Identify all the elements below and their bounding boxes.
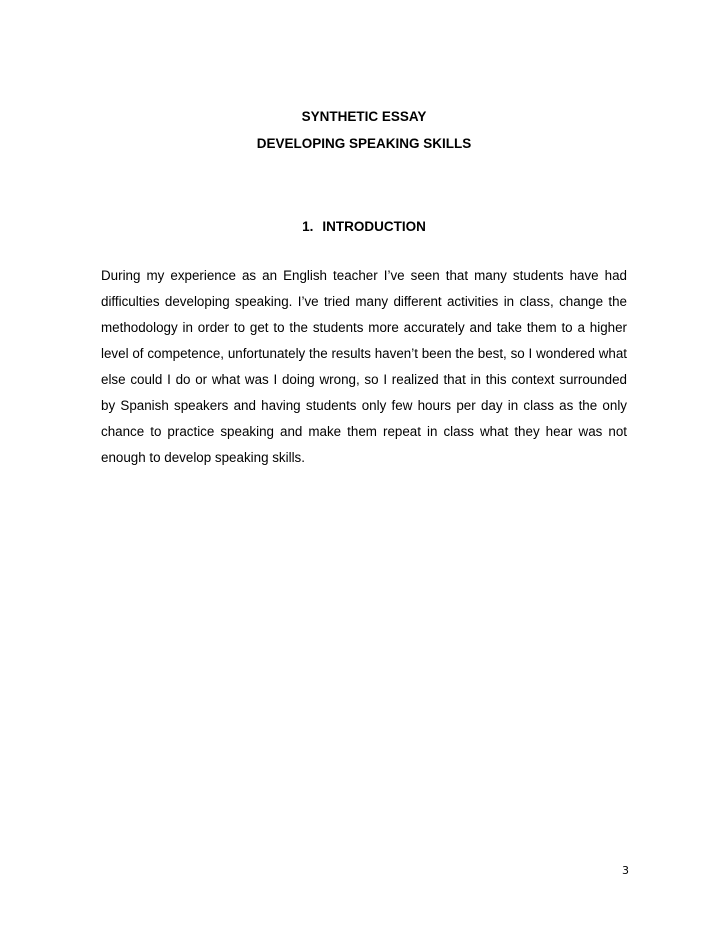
essay-title: SYNTHETIC ESSAY — [301, 109, 427, 124]
section-heading — [0, 219, 728, 235]
page-number: 3 — [622, 864, 629, 877]
essay-subtitle: DEVELOPING SPEAKING SKILLS — [256, 136, 472, 151]
introduction-paragraph: During my experience as an English teacher I’ve seen that many students have had difficulties developing speaking. I’ve tried many different activities in class, change the methodology in order to get to the students more accurately and take them to a higher level of competence, unfortunately the results haven’t been the best, so I wondered what else could I do or what was I doing wrong, so I realized that in this context surrounded by Spanish speakers and having students only few hours per day in class as the only chance to practice speaking and make them repeat in class what they hear was not enough to develop speaking skills. — [101, 268, 627, 465]
section-number: 1. — [302, 219, 314, 234]
section-title: INTRODUCTION — [322, 219, 426, 234]
